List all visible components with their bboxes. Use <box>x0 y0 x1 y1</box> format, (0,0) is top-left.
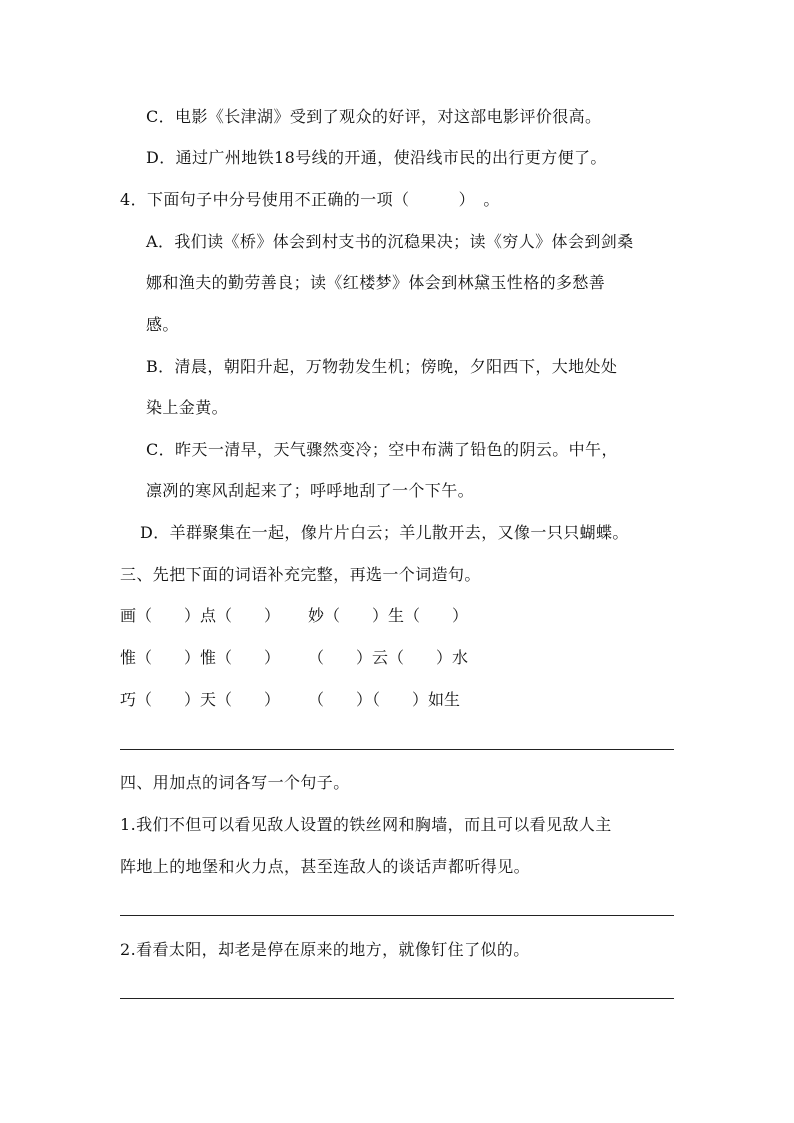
q4-option-b-line2: 染上金黄。 <box>146 398 229 417</box>
q4-stem: 4．下面句子中分号使用不正确的一项（ ） 。 <box>120 190 500 209</box>
idiom-blank: 妙（ ）生（ ） <box>308 606 469 625</box>
idiom-blank: 画（ ）点（ ） <box>120 606 281 625</box>
q4-option-c-line2: 凛冽的寒风刮起来了；呼呼地刮了一个下午。 <box>146 481 475 500</box>
q3-option-c: C．电影《长津湖》受到了观众的好评，对这部电影评价很高。 <box>146 107 602 126</box>
section4-q1-line2: 阵地上的地堡和火力点，甚至连敌人的谈话声都听得见。 <box>120 857 531 876</box>
q4-option-a-line3: 感。 <box>146 315 179 334</box>
q3-option-d: D．通过广州地铁18号线的开通，使沿线市民的出行更方便了。 <box>146 148 607 167</box>
idiom-blank: 巧（ ）天（ ） <box>120 690 281 709</box>
section4-q1-line1: 1.我们不但可以看见敌人设置的铁丝网和胸墙，而且可以看见敌人主 <box>120 815 612 834</box>
answer-line <box>120 749 674 750</box>
q4-option-a-line1: A．我们读《桥》体会到村支书的沉稳果决；读《穷人》体会到剑桑 <box>146 232 634 251</box>
idiom-blank: （ ）云（ ）水 <box>308 648 469 667</box>
q4-option-b-line1: B．清晨，朝阳升起，万物勃发生机；傍晚，夕阳西下，大地处处 <box>146 357 618 376</box>
section4-q2: 2.看看太阳，却老是停在原来的地方，就像钉住了似的。 <box>120 940 530 959</box>
answer-line <box>120 915 674 916</box>
q4-option-d-line1: D．羊群聚集在一起，像片片白云；羊儿散开去，又像一只只蝴蝶。 <box>140 523 629 542</box>
section3-heading: 三、先把下面的词语补充完整，再选一个词造句。 <box>120 565 481 584</box>
idiom-blank: 惟（ ）惟（ ） <box>120 648 281 667</box>
q4-option-a-line2: 娜和渔夫的勤劳善良；读《红楼梦》体会到林黛玉性格的多愁善 <box>146 273 606 292</box>
answer-line <box>120 998 674 999</box>
idiom-blank: （ ）（ ）如生 <box>308 690 461 709</box>
section4-heading: 四、用加点的词各写一个句子。 <box>120 773 350 792</box>
q4-option-c-line1: C．昨天一清早，天气骤然变冷；空中布满了铅色的阴云。中午， <box>146 440 618 459</box>
